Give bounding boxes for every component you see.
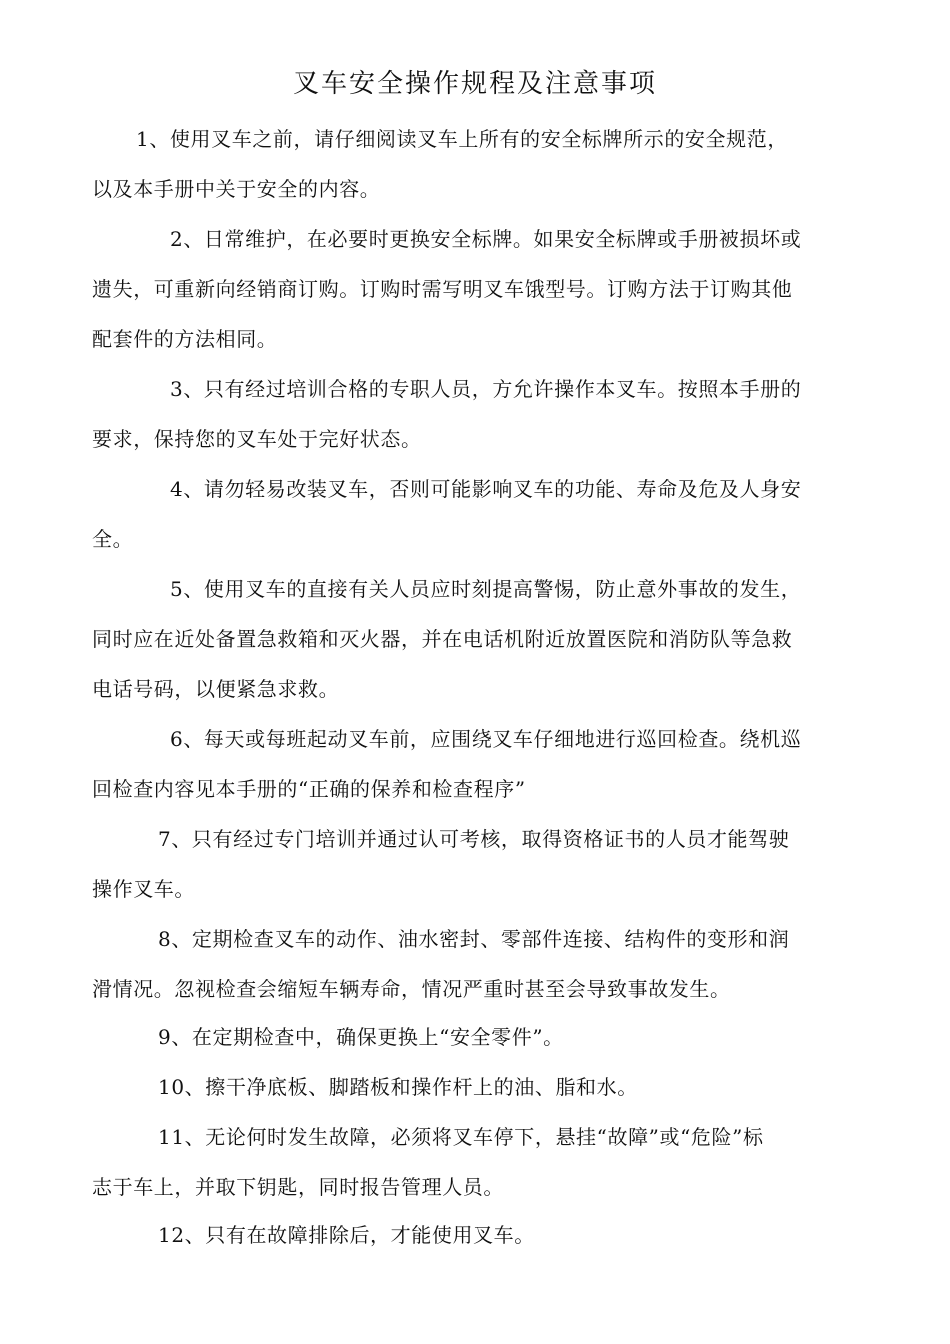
paragraph-2 — [92, 214, 852, 364]
paragraph-line: 7、只有经过专门培训并通过认可考核，取得资格证书的人员才能驾驶 — [158, 827, 790, 851]
paragraph-7 — [92, 814, 852, 914]
paragraph-line: 回检查内容见本手册的“正确的保养和检查程序” — [92, 777, 526, 801]
document-title: 叉车安全操作规程及注意事项 — [292, 69, 657, 99]
paragraph-12 — [92, 1210, 852, 1260]
paragraph-9 — [92, 1012, 852, 1062]
paragraph-line: 志于车上，并取下钥匙，同时报告管理人员。 — [92, 1175, 504, 1199]
paragraph-1 — [92, 114, 852, 214]
paragraph-line: 操作叉车。 — [92, 877, 195, 901]
paragraph-line: 9、在定期检查中，确保更换上“安全零件”。 — [158, 1025, 564, 1049]
paragraph-5 — [92, 564, 852, 714]
paragraph-line: 同时应在近处备置急救箱和灭火器，并在电话机附近放置医院和消防队等急救 — [92, 627, 793, 651]
paragraph-line: 以及本手册中关于安全的内容。 — [92, 177, 381, 201]
paragraph-11 — [92, 1112, 852, 1212]
paragraph-line: 要求，保持您的叉车处于完好状态。 — [92, 427, 422, 451]
paragraph-line: 11、无论何时发生故障，必须将叉车停下，悬挂“故障”或“危险”标 — [158, 1125, 764, 1149]
paragraph-line: 8、定期检查叉车的动作、油水密封、零部件连接、结构件的变形和润 — [158, 927, 790, 951]
paragraph-line: 1、使用叉车之前，请仔细阅读叉车上所有的安全标牌所示的安全规范， — [136, 127, 788, 151]
paragraph-line: 滑情况。忽视检查会缩短车辆寿命，情况严重时甚至会导致事故发生。 — [92, 977, 731, 1001]
paragraph-line: 电话号码，以便紧急求救。 — [92, 677, 340, 701]
paragraph-3 — [92, 364, 852, 464]
paragraph-line: 遗失，可重新向经销商订购。订购时需写明叉车饿型号。订购方法于订购其他 — [92, 277, 793, 301]
paragraph-10 — [92, 1062, 852, 1112]
paragraph-line: 配套件的方法相同。 — [92, 327, 278, 351]
paragraph-line: 6、每天或每班起动叉车前，应围绕叉车仔细地进行巡回检查。绕机巡 — [170, 727, 802, 751]
paragraph-line: 3、只有经过培训合格的专职人员，方允许操作本叉车。按照本手册的 — [170, 377, 802, 401]
paragraph-line: 4、请勿轻易改装叉车，否则可能影响叉车的功能、寿命及危及人身安 — [170, 477, 802, 501]
paragraph-4 — [92, 464, 852, 564]
paragraph-line: 10、擦干净底板、脚踏板和操作杆上的油、脂和水。 — [158, 1075, 638, 1099]
paragraph-line: 12、只有在故障排除后，才能使用叉车。 — [158, 1223, 535, 1247]
paragraph-line: 2、日常维护，在必要时更换安全标牌。如果安全标牌或手册被损坏或 — [170, 227, 802, 251]
paragraph-line: 全。 — [92, 527, 134, 551]
paragraph-8 — [92, 914, 852, 1014]
paragraph-6 — [92, 714, 852, 814]
paragraph-line: 5、使用叉车的直接有关人员应时刻提高警惕，防止意外事故的发生， — [170, 577, 802, 601]
